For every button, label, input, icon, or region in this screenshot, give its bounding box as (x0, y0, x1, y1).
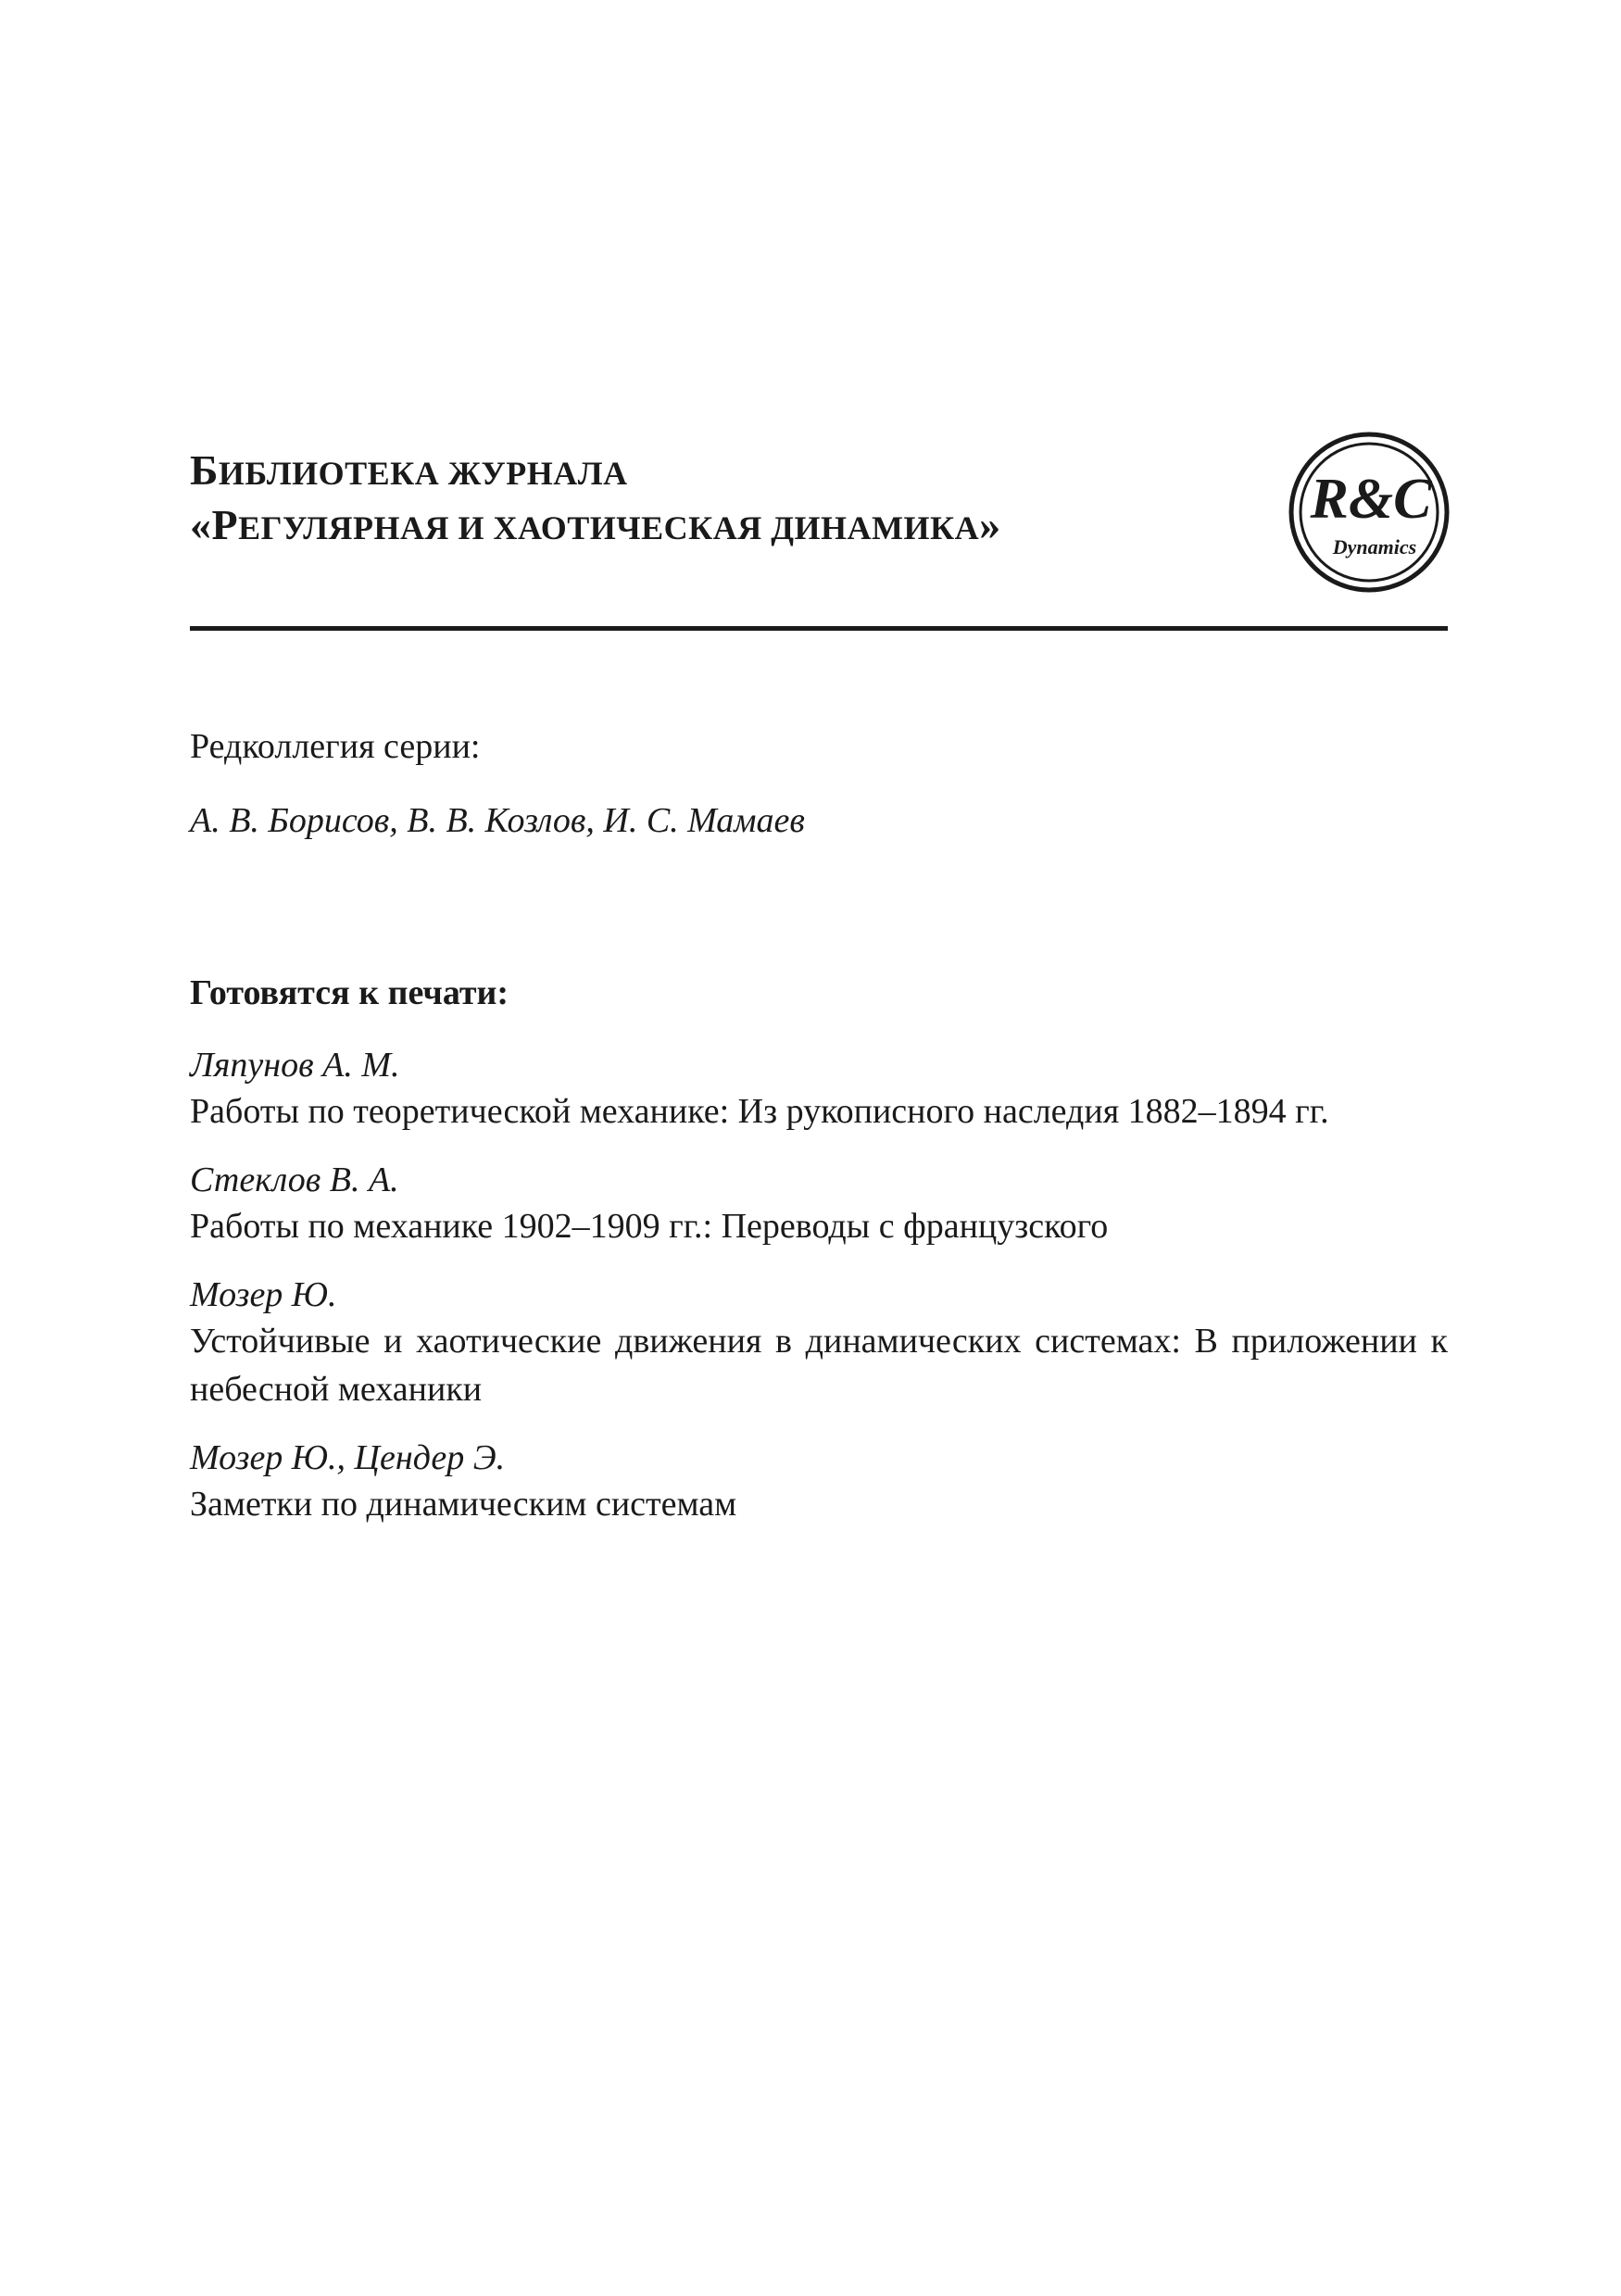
forthcoming-heading: Готовятся к печати: (190, 973, 509, 1012)
book-entry (190, 1043, 1448, 1135)
series-title-line-1 (190, 445, 1209, 499)
book-title: Заметки по динамическим системам (190, 1485, 737, 1524)
rc-dynamics-logo (1286, 429, 1452, 596)
book-entry (190, 1273, 1448, 1413)
series-title-line-2 (190, 499, 1209, 554)
book-author: Ляпунов А. М. (190, 1046, 400, 1085)
editorial-board-members: А. В. Борисов, В. В. Козлов, И. С. Мамаев (190, 801, 805, 840)
book-title: Устойчивые и хаотические движения в динамических системах: В приложении к небесной механики (190, 1322, 1448, 1409)
book-author: Стеклов В. А. (190, 1161, 399, 1199)
series-title (190, 445, 1209, 554)
header-divider (190, 626, 1448, 631)
book-author: Мозер Ю. (190, 1275, 337, 1314)
editorial-board-label: Редколлегия серии: (190, 727, 481, 766)
book-entry (190, 1158, 1448, 1250)
series-title-line-1-text: ИБЛИОТЕКА ЖУРНАЛА (218, 455, 628, 492)
book-title: Работы по теоретической механике: Из рукописного наследия 1882–1894 гг. (190, 1092, 1329, 1131)
series-title-line-2-open-quote: « (190, 501, 212, 548)
series-title-line-2-close-quote: » (979, 501, 1001, 548)
logo-main-text: R&C (1310, 468, 1432, 531)
forthcoming-book-list (190, 1043, 1448, 1550)
book-title: Работы по механике 1902–1909 гг.: Переводы с французского (190, 1207, 1109, 1246)
logo-sub-text: Dynamics (1332, 535, 1417, 558)
series-title-line-1-initial: Б (190, 446, 219, 494)
book-entry (190, 1436, 1448, 1528)
book-author: Мозер Ю., Цендер Э. (190, 1438, 506, 1477)
series-title-line-2-text: ЕГУЛЯРНАЯ И ХАОТИЧЕСКАЯ ДИНАМИКА (238, 509, 980, 546)
series-title-line-2-initial: Р (211, 501, 239, 548)
